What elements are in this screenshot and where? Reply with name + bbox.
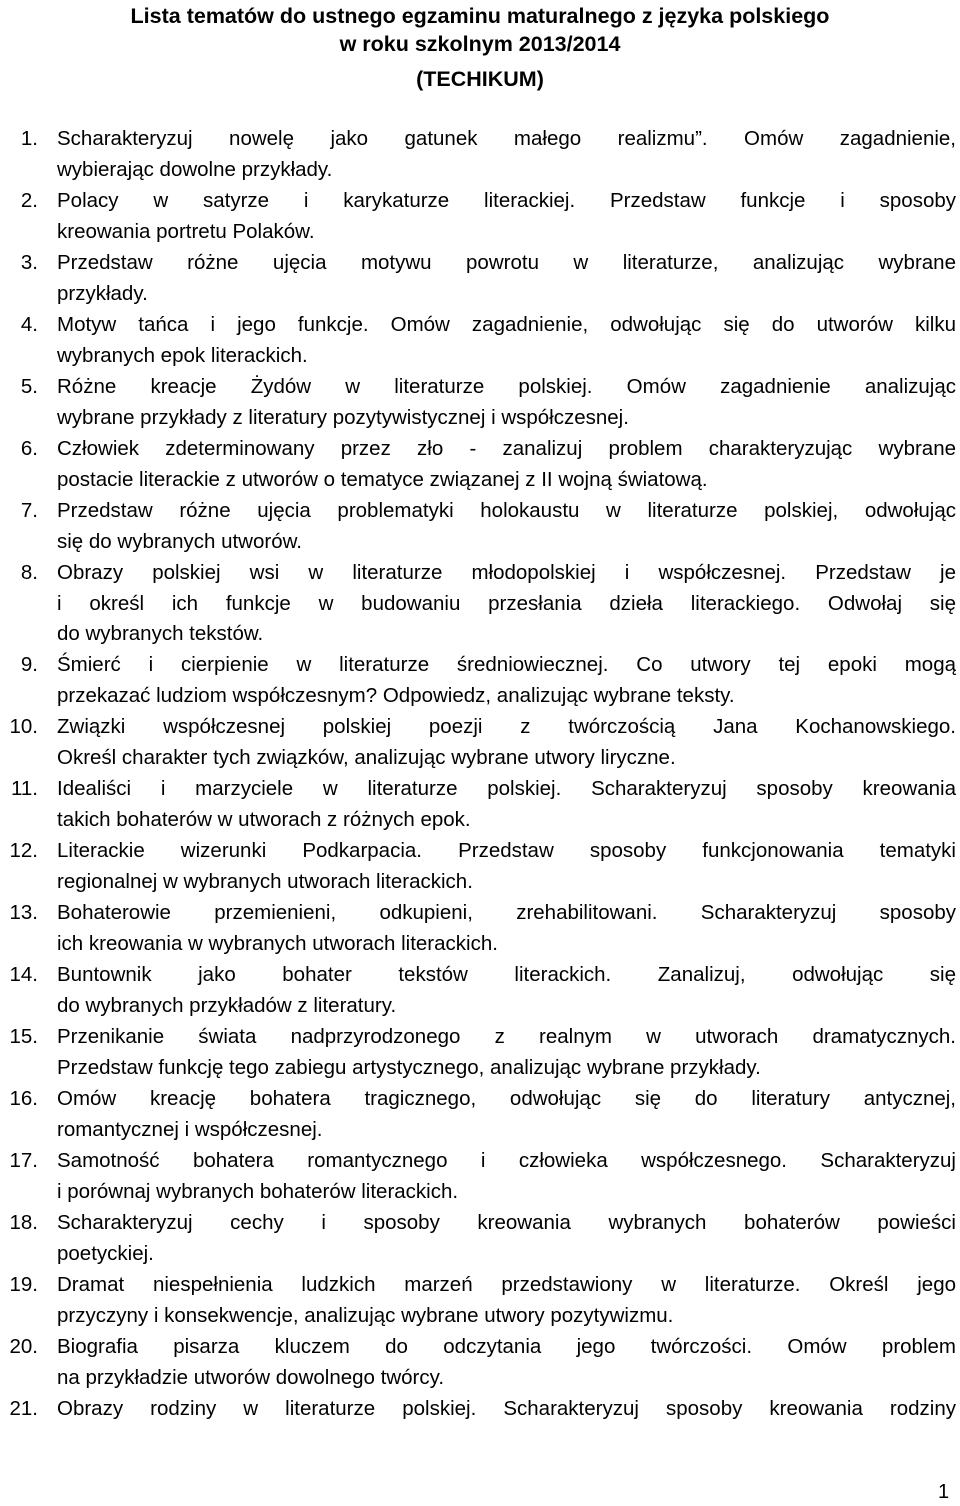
topic-text-line: Przenikanie świata nadprzyrodzonego z realnym w utworach dramatycznych. xyxy=(57,1025,956,1048)
topic-text-line: romantycznej i współczesnej. xyxy=(57,1117,323,1141)
topic-text-line: Bohaterowie przemienieni, odkupieni, zrehabilitowani. Scharakteryzuj sposoby xyxy=(57,901,956,924)
topic-number: 20. xyxy=(9,1335,38,1358)
topic-text xyxy=(57,650,956,711)
topic-text xyxy=(57,1146,956,1207)
topic-number: 17. xyxy=(9,1149,38,1172)
document-title: Lista tematów do ustnego egzaminu maturalnego z języka polskiego xyxy=(130,4,830,28)
topic-number: 11. xyxy=(11,777,38,800)
topic-text-line: Przedstaw funkcję tego zabiegu artystycznego, analizując wybrane przykłady. xyxy=(57,1055,761,1079)
topic-text xyxy=(57,960,956,1021)
topic-number: 6. xyxy=(20,437,38,460)
topic-text-line: ich kreowania w wybranych utworach literackich. xyxy=(57,931,498,955)
topic-text-line: Idealiści i marzyciele w literaturze polskiej. Scharakteryzuj sposoby kreowania xyxy=(57,777,956,800)
topic-text-line: Związki współczesnej polskiej poezji z twórczością Jana Kochanowskiego. xyxy=(57,715,956,738)
topic-number: 7. xyxy=(20,499,38,522)
topic-text xyxy=(57,1208,956,1269)
topic-text xyxy=(57,1022,956,1083)
topic-text-line: regionalnej w wybranych utworach literackich. xyxy=(57,869,473,893)
topic-text-line: postacie literackie z utworów o tematyce związanej z II wojną światową. xyxy=(57,467,708,491)
topic-text-line: Przedstaw różne ujęcia problematyki holokaustu w literaturze polskiej, odwołując xyxy=(57,499,956,522)
topic-number: 16. xyxy=(9,1087,38,1110)
topic-text-line: Śmierć i cierpienie w literaturze średniowiecznej. Co utwory tej epoki mogą xyxy=(57,653,956,676)
topic-number: 15. xyxy=(9,1025,38,1048)
topic-number: 5. xyxy=(20,375,38,398)
topic-text-line: Obrazy polskiej wsi w literaturze młodopolskiej i współczesnej. Przedstaw je xyxy=(57,561,956,584)
topic-number: 4. xyxy=(20,313,38,336)
topic-text xyxy=(57,1394,956,1425)
topic-number: 8. xyxy=(20,561,38,584)
topic-text xyxy=(57,124,956,185)
topic-text-line: Literackie wizerunki Podkarpacia. Przedstaw sposoby funkcjonowania tematyki xyxy=(57,839,956,862)
topic-text xyxy=(57,712,956,773)
topic-number: 3. xyxy=(20,251,38,274)
topic-text-line: się do wybranych utworów. xyxy=(57,529,302,553)
topic-text-line: Dramat niespełnienia ludzkich marzeń przedstawiony w literaturze. Określ jego xyxy=(57,1273,956,1296)
topic-number: 21. xyxy=(9,1397,38,1420)
topic-text-line: i porównaj wybranych bohaterów literackich. xyxy=(57,1179,459,1203)
topic-text-line: Samotność bohatera romantycznego i człowieka współczesnego. Scharakteryzuj xyxy=(57,1149,956,1172)
topic-text-line: do wybranych przykładów z literatury. xyxy=(57,993,397,1017)
topic-number: 10. xyxy=(9,715,38,738)
topic-number: 19. xyxy=(9,1273,38,1296)
topic-text-line: wybrane przykłady z literatury pozytywistycznej i współczesnej. xyxy=(57,405,629,429)
topic-number: 1. xyxy=(20,127,38,150)
topic-number: 9. xyxy=(20,653,38,676)
topic-text xyxy=(57,186,956,247)
topic-text-line: Różne kreacje Żydów w literaturze polskiej. Omów zagadnienie analizując xyxy=(57,375,956,398)
topic-text xyxy=(57,248,956,309)
topic-text-line: wybierając dowolne przykłady. xyxy=(57,157,333,181)
topic-text xyxy=(57,558,956,650)
topic-text-line: przyczyny i konsekwencje, analizując wybrane utwory pozytywizmu. xyxy=(57,1303,674,1327)
topic-text-line: poetyckiej. xyxy=(57,1241,154,1265)
topic-text xyxy=(57,434,956,495)
topic-text-line: i określ ich funkcje w budowaniu przesłania dzieła literackiego. Odwołaj się xyxy=(57,591,956,615)
topic-text-line: przekazać ludziom współczesnym? Odpowiedz, analizując wybrane teksty. xyxy=(57,683,735,707)
topic-text xyxy=(57,774,956,835)
topic-text xyxy=(57,898,956,959)
topic-text-line: Biografia pisarza kluczem do odczytania jego twórczości. Omów problem xyxy=(57,1335,956,1358)
topic-text-line: Człowiek zdeterminowany przez zło - zanalizuj problem charakteryzując wybrane xyxy=(57,437,956,460)
topic-text-line: Obrazy rodziny w literaturze polskiej. Scharakteryzuj sposoby kreowania rodziny xyxy=(57,1397,956,1420)
topic-text xyxy=(57,496,956,557)
topic-number: 18. xyxy=(9,1211,38,1234)
topic-text-line: kreowania portretu Polaków. xyxy=(57,219,315,243)
topic-text-line: Przedstaw różne ujęcia motywu powrotu w literaturze, analizując wybrane xyxy=(57,251,956,274)
topic-text xyxy=(57,310,956,371)
topic-text-line: Scharakteryzuj cechy i sposoby kreowania wybranych bohaterów powieści xyxy=(57,1211,956,1234)
topic-text-line: wybranych epok literackich. xyxy=(57,343,308,367)
page-number: 1 xyxy=(938,1481,950,1503)
topic-number: 13. xyxy=(9,901,38,924)
topic-text xyxy=(57,372,956,433)
topic-text-line: Scharakteryzuj nowelę jako gatunek małego realizmu”. Omów zagadnienie, xyxy=(57,127,956,150)
topic-text xyxy=(57,1332,956,1393)
school-year: w roku szkolnym 2013/2014 xyxy=(339,32,621,56)
topic-number: 14. xyxy=(9,963,38,986)
topic-number: 12. xyxy=(9,839,38,862)
topic-number: 2. xyxy=(20,189,38,212)
topic-text xyxy=(57,1270,956,1331)
topic-text xyxy=(57,836,956,897)
topic-text-line: przykłady. xyxy=(57,281,148,305)
topic-text xyxy=(57,1084,956,1145)
topic-text-line: Buntownik jako bohater tekstów literackich. Zanalizuj, odwołując się xyxy=(57,963,956,986)
topic-text-line: Określ charakter tych związków, analizując wybrane utwory liryczne. xyxy=(57,745,676,769)
topic-text-line: na przykładzie utworów dowolnego twórcy. xyxy=(57,1365,445,1389)
topic-text-line: Motyw tańca i jego funkcje. Omów zagadnienie, odwołując się do utworów kilku xyxy=(57,313,956,336)
topic-text-line: takich bohaterów w utworach z różnych epok. xyxy=(57,807,471,831)
topic-text-line: Polacy w satyrze i karykaturze literackiej. Przedstaw funkcje i sposoby xyxy=(57,189,956,212)
topic-text-line: do wybranych tekstów. xyxy=(57,622,264,645)
topic-text-line: Omów kreację bohatera tragicznego, odwołując się do literatury antycznej, xyxy=(57,1087,956,1110)
school-type: (TECHIKUM) xyxy=(416,67,544,91)
